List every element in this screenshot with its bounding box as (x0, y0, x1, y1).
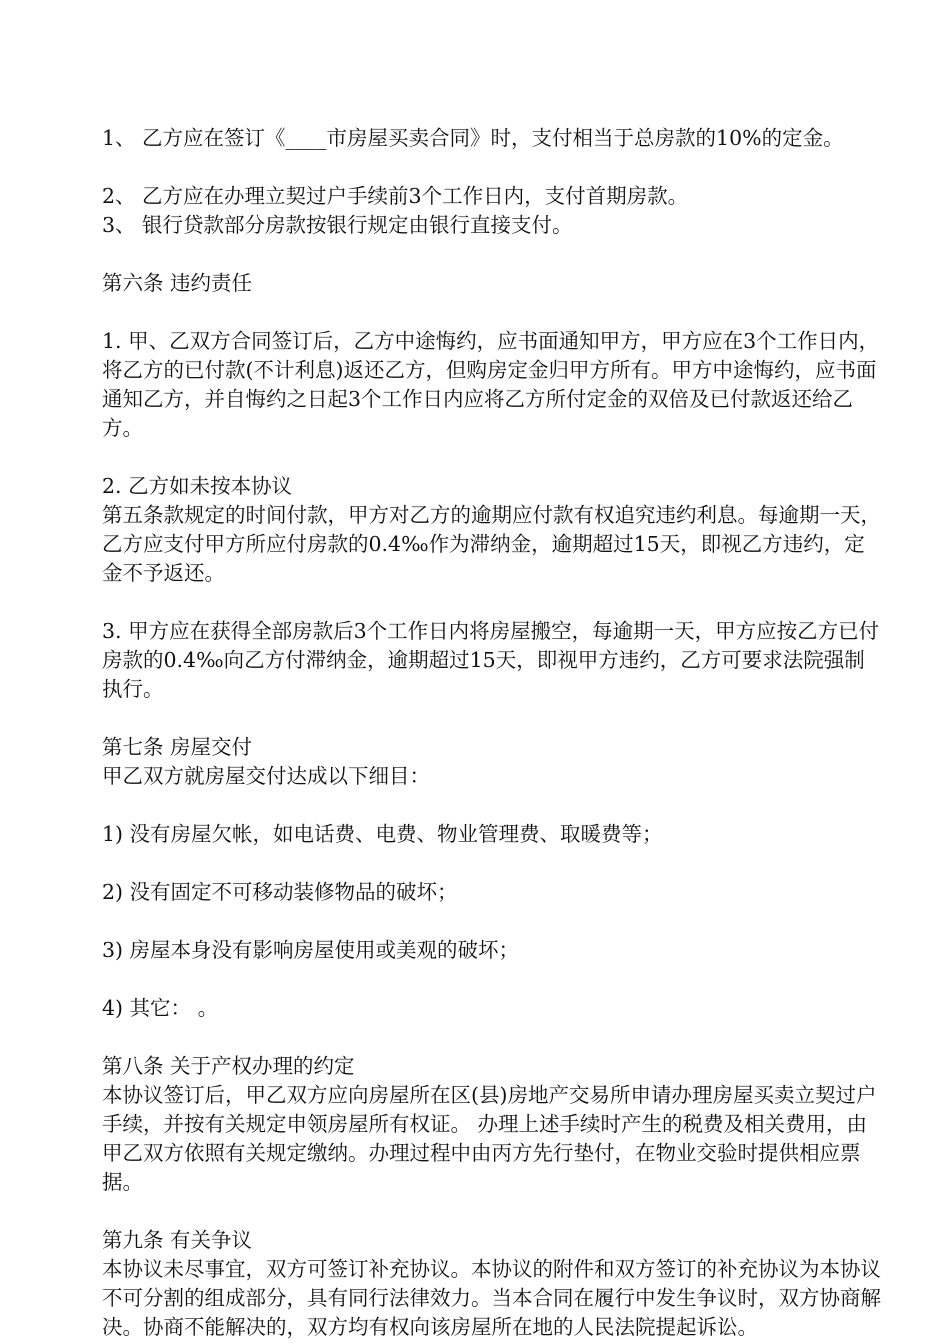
article-6-title: 第六条 违约责任 (102, 271, 253, 295)
article-8-title: 第八条 关于产权办理的约定 (102, 1054, 355, 1078)
article-9-title: 第九条 有关争议 (102, 1228, 253, 1252)
article-6-clause-1: 1. 甲、乙双方合同签订后，乙方中途悔约，应书面通知甲方，甲方应在3个工作日内，将乙方的已付款(不计利息)返还乙方，但购房定金归甲方所有。甲方中途悔约，应书面通知乙方，并自悔约之日起3个工作日内应将乙方所付定金的双倍及已付款返还给乙方。 (102, 329, 880, 440)
article-7-item-4: 4) 其它： 。 (102, 996, 219, 1020)
article-7-title: 第七条 房屋交付 (102, 735, 253, 759)
article-6-clause-2-heading: 2. 乙方如未按本协议 (102, 474, 293, 498)
article-6-clause-2-body: 第五条款规定的时间付款，甲方对乙方的逾期应付款有权追究违约利息。每逾期一天，乙方应支付甲方所应付房款的0.4‰作为滞纳金，逾期超过15天，即视乙方违约，定金不予返还。 (102, 503, 881, 585)
article-7-item-3: 3) 房屋本身没有影响房屋使用或美观的破坏； (102, 938, 520, 962)
article-7-intro: 甲乙双方就房屋交付达成以下细目： (102, 764, 430, 788)
clause-1: 1、 乙方应在签订《____市房屋买卖合同》时，支付相当于总房款的10%的定金。 (102, 126, 844, 150)
clause-2: 2、 乙方应在办理立契过户手续前3个工作日内，支付首期房款。 (102, 184, 689, 208)
article-9-body: 本协议未尽事宜，双方可签订补充协议。本协议的附件和双方签订的补充协议为本协议不可分割的组成部分，具有同行法律效力。当本合同在履行中发生争议时，双方协商解决。协商不能解决的，双方均有权向该房屋所在地的人民法院提起诉讼。 (102, 1257, 881, 1339)
article-8-body: 本协议签订后，甲乙双方应向房屋所在区(县)房地产交易所申请办理房屋买卖立契过户手续，并按有关规定申领房屋所有权证。 办理上述手续时产生的税费及相关费用，由甲乙双方依照有关规定缴纳。办理过程中由丙方先行垫付，在物业交验时提供相应票据。 (102, 1083, 877, 1194)
article-7-item-1: 1) 没有房屋欠帐，如电话费、电费、物业管理费、取暖费等； (102, 822, 663, 846)
article-7-item-2: 2) 没有固定不可移动装修物品的破坏； (102, 880, 458, 904)
clause-3: 3、 银行贷款部分房款按银行规定由银行直接支付。 (102, 213, 573, 237)
contract-page (102, 124, 882, 1342)
article-6-clause-3: 3. 甲方应在获得全部房款后3个工作日内将房屋搬空，每逾期一天，甲方应按乙方已付房款的0.4‰向乙方付滞纳金，逾期超过15天，即视甲方违约，乙方可要求法院强制执行。 (102, 619, 880, 701)
